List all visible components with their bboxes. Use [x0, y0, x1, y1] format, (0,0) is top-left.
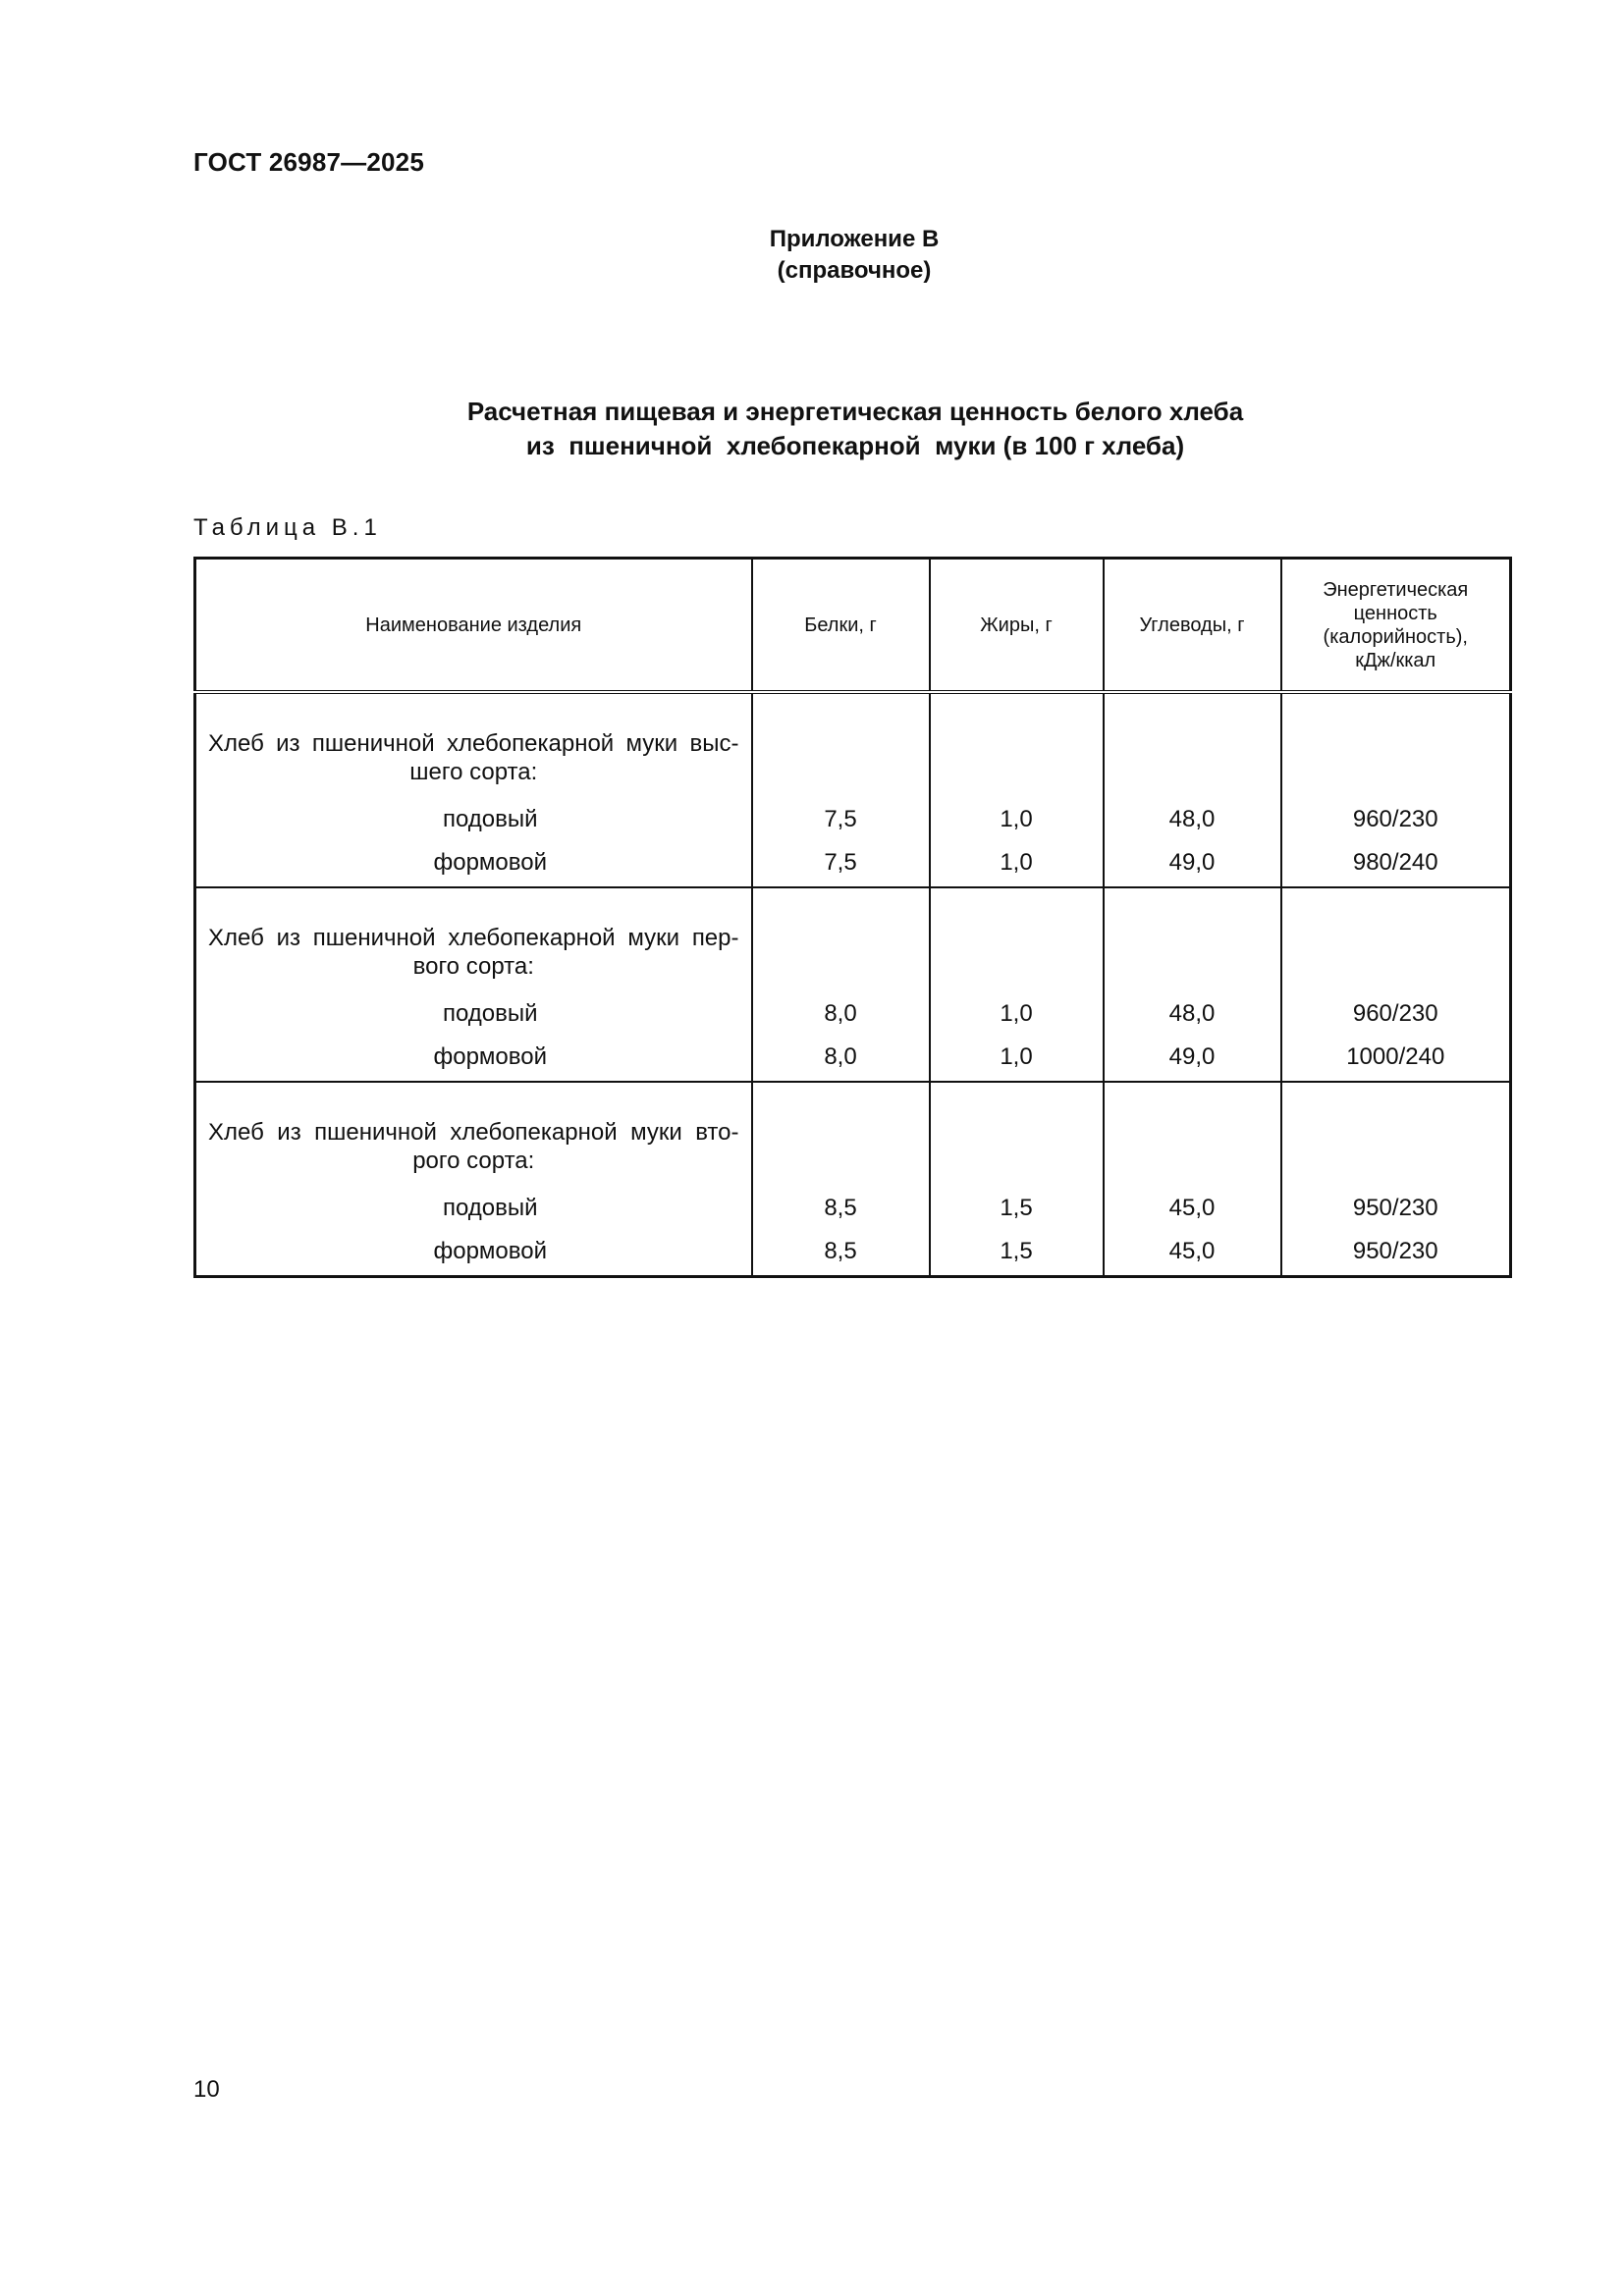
appendix-heading	[0, 224, 1624, 287]
table-row	[195, 1179, 1511, 1226]
header-energy-line: (калорийность),	[1323, 625, 1468, 648]
header-protein: Белки, г	[752, 559, 930, 693]
table-header-row	[195, 559, 1511, 693]
fat-value: 1,0	[930, 837, 1104, 887]
protein-value: 8,0	[752, 1032, 930, 1082]
product-name: подовый	[195, 1179, 752, 1226]
carbs-value: 45,0	[1104, 1179, 1281, 1226]
table-group-row	[195, 692, 1511, 790]
energy-value: 950/230	[1352, 1237, 1438, 1264]
protein-value: 8,5	[752, 1179, 930, 1226]
table-title-line-2: из пшеничной хлебопекарной муки (в 100 г хлеба)	[525, 431, 1185, 460]
group-title	[195, 1082, 752, 1179]
product-name: формовой	[195, 837, 752, 887]
header-fat: Жиры, г	[930, 559, 1104, 693]
group-title-line: шего сорта:	[409, 759, 538, 785]
nutrition-table	[193, 557, 1512, 1278]
product-name: подовый	[195, 790, 752, 837]
header-energy	[1281, 559, 1511, 693]
appendix-subtitle: (справочное)	[777, 257, 932, 284]
group-title	[195, 692, 752, 790]
appendix-title: Приложение В	[769, 226, 940, 252]
header-energy-line: кДж/ккал	[1355, 649, 1436, 671]
energy-value: 960/230	[1352, 806, 1438, 832]
group-title-line: Хлеб из пшеничной хлебопекарной муки вто-	[208, 1119, 739, 1146]
table-title-line-1: Расчетная пищевая и энергетическая ценность белого хлеба	[466, 397, 1244, 426]
protein-value: 7,5	[752, 837, 930, 887]
fat-value: 1,0	[930, 790, 1104, 837]
table-row	[195, 790, 1511, 837]
carbs-value: 48,0	[1104, 790, 1281, 837]
group-title-line: рого сорта:	[412, 1148, 535, 1174]
table-row	[195, 1032, 1511, 1082]
carbs-value: 49,0	[1104, 837, 1281, 887]
carbs-value: 49,0	[1104, 1032, 1281, 1082]
carbs-value: 48,0	[1104, 985, 1281, 1032]
header-energy-line: ценность	[1353, 602, 1437, 624]
group-title	[195, 887, 752, 985]
table-label: Таблица В.1	[193, 514, 382, 541]
page-number: 10	[193, 2076, 220, 2103]
table-row	[195, 837, 1511, 887]
group-title-line: Хлеб из пшеничной хлебопекарной муки выс-	[208, 730, 739, 757]
energy-value: 960/230	[1352, 1000, 1438, 1027]
energy-value: 1000/240	[1281, 1032, 1511, 1082]
carbs-value: 45,0	[1104, 1226, 1281, 1277]
product-name: формовой	[195, 1032, 752, 1082]
protein-value: 8,5	[752, 1226, 930, 1277]
fat-value: 1,0	[930, 985, 1104, 1032]
group-title-line: вого сорта:	[412, 953, 534, 980]
product-name: формовой	[195, 1226, 752, 1277]
fat-value: 1,5	[930, 1226, 1104, 1277]
energy-value: 950/230	[1352, 1195, 1438, 1221]
table-row	[195, 1226, 1511, 1277]
fat-value: 1,5	[930, 1179, 1104, 1226]
table-title	[0, 395, 1624, 463]
product-name: подовый	[195, 985, 752, 1032]
protein-value: 7,5	[752, 790, 930, 837]
header-carbs: Углеводы, г	[1104, 559, 1281, 693]
protein-value: 8,0	[752, 985, 930, 1032]
table-group-row	[195, 1082, 1511, 1179]
energy-value: 980/240	[1281, 837, 1511, 887]
document-code: ГОСТ 26987—2025	[193, 147, 424, 177]
table-group-row	[195, 887, 1511, 985]
fat-value: 1,0	[930, 1032, 1104, 1082]
table-row	[195, 985, 1511, 1032]
group-title-line: Хлеб из пшеничной хлебопекарной муки пер-	[208, 925, 739, 951]
header-energy-line: Энергетическая	[1323, 578, 1469, 601]
header-product-name: Наименование изделия	[195, 559, 752, 693]
